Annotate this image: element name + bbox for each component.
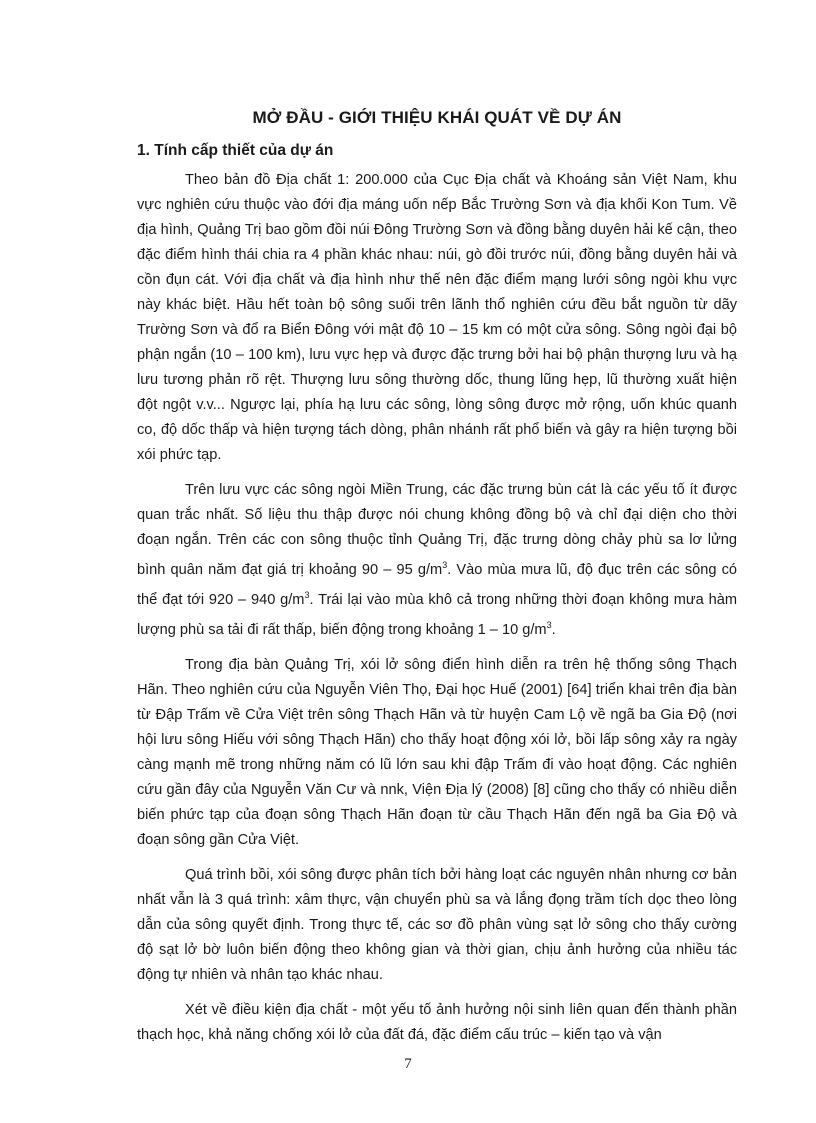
- paragraph-geology-terrain: Theo bản đồ Địa chất 1: 200.000 của Cục Địa chất và Khoáng sản Việt Nam, khu vực nghiên cứu thuộc vào đới địa máng uốn nếp Bắc Trường Sơn và địa khối Kon Tum. Về địa hình, Quảng Trị bao gồm đồi núi Đông Trường Sơn và đồng bằng duyên hải kế cận, theo đặc điểm hình thái chia ra 4 phần khác nhau: núi, gò đồi trước núi, đồng bằng duyên hải và cồn đụn cát. Với địa chất và địa hình như thế nên đặc điểm mạng lưới sông ngòi khu vực này khác biệt. Hầu hết toàn bộ sông suối trên lãnh thổ nghiên cứu đều bắt nguồn từ dãy Trường Sơn và đổ ra Biển Đông với mật độ 10 – 15 km có một cửa sông. Sông ngòi đại bộ phận ngắn (10 – 100 km), lưu vực hẹp và được đặc trưng bởi hai bộ phận thượng lưu và hạ lưu tương phản rõ rệt. Thượng lưu sông thường dốc, thung lũng hẹp, lũ thường xuất hiện đột ngột v.v... Ngược lại, phía hạ lưu các sông, lòng sông được mở rộng, uốn khúc quanh co, độ dốc thấp và hiện tượng tách dòng, phân nhánh rất phổ biến và gây ra hiện tượng bồi xói phức tạp.: [137, 172, 737, 463]
- superscript: 3: [546, 619, 552, 630]
- page-title: MỞ ĐẦU - GIỚI THIỆU KHÁI QUÁT VỀ DỰ ÁN: [252, 108, 622, 127]
- paragraph-text: .: [551, 621, 556, 638]
- paragraph-processes: Quá trình bồi, xói sông được phân tích bởi hàng loạt các nguyên nhân nhưng cơ bản nhất vẫn là 3 quá trình: xâm thực, vận chuyển phù sa và lắng đọng trầm tích dọc theo lòng dẫn của sông quyết định. Trong thực tế, các sơ đồ phân vùng sạt lở sông cho thấy cường độ sạt lở bờ luôn biến động theo không gian và thời gian, chịu ảnh hưởng của nhiều tác động tự nhiên và nhân tạo khác nhau.: [137, 866, 737, 983]
- paragraph-text: Trên lưu vực các sông ngòi Miền Trung, các đặc trưng bùn cát là các yếu tố ít được quan trắc nhất. Số liệu thu thập được nói chung không đồng bộ và chỉ đại diện cho thời đoạn ngắn. Trên các con sông thuộc tỉnh Quảng Trị, đặc trưng dòng chảy phù sa lơ lửng bình quân năm đạt giá trị khoảng 90 – 95 g/m: [137, 482, 737, 578]
- page-number: 7: [404, 1056, 412, 1072]
- paragraph-text: . Vào mùa mưa lũ, độ đục trên các sông có thể đạt tới 920 – 940 g/m: [137, 561, 737, 608]
- paragraph-sediment: [137, 478, 737, 643]
- paragraph-erosion-thach-han: Trong địa bàn Quảng Trị, xói lở sông điển hình diễn ra trên hệ thống sông Thạch Hãn. Theo nghiên cứu của Nguyễn Viên Thọ, Đại học Huế (2001) [64] triển khai trên địa bàn từ Đập Trấm về Cửa Việt trên sông Thạch Hãn và từ huyện Cam Lộ về ngã ba Gia Độ (nơi hội lưu sông Hiếu với sông Thạch Hãn) cho thấy hoạt động xói lở, bồi lấp sông xảy ra ngày càng mạnh mẽ trong những năm có lũ lớn sau khi đập Trấm đi vào hoạt động. Các nghiên cứu gần đây của Nguyễn Văn Cư và nnk, Viện Địa lý (2008) [8] cũng cho thấy có nhiều diễn biến phức tạp của đoạn sông Thạch Hãn đoạn từ cầu Thạch Hãn đến ngã ba Gia Độ và đoạn sông gần Cửa Việt.: [137, 656, 737, 848]
- paragraph-geology-conditions: Xét về điều kiện địa chất - một yếu tố ảnh hưởng nội sinh liên quan đến thành phần thạch học, khả năng chống xói lở của đất đá, đặc điểm cấu trúc – kiến tạo và vận: [137, 1001, 737, 1043]
- superscript: 3: [442, 560, 448, 570]
- superscript: 3: [304, 589, 310, 600]
- section-heading: 1. Tính cấp thiết của dự án: [137, 142, 334, 159]
- page-content: [137, 108, 737, 1058]
- paragraph-text: . Trái lại vào mùa khô cả trong những thời đoạn không mưa hàm lượng phù sa tải đi rất thấp, biến động trong khoảng 1 – 10 g/m: [137, 591, 737, 638]
